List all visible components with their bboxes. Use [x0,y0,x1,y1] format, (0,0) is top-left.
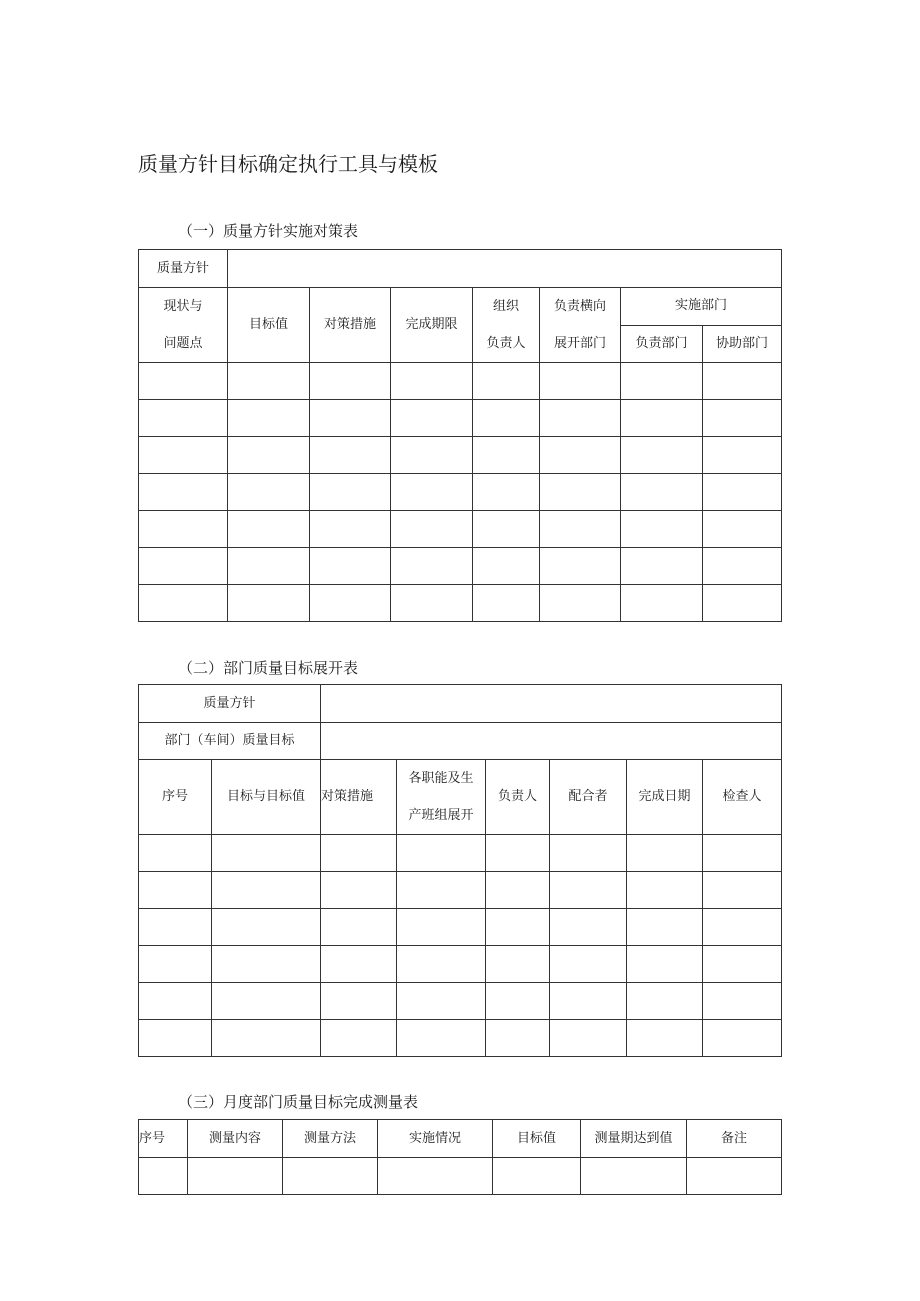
monthly-measurement-table [138,1119,782,1195]
table-cell[interactable] [391,363,473,400]
table-cell[interactable] [321,872,397,909]
table-cell[interactable] [139,548,228,585]
table-cell[interactable] [621,511,703,548]
table-cell[interactable] [139,363,228,400]
table-cell[interactable] [703,363,782,400]
table-cell[interactable] [486,872,550,909]
table-cell[interactable] [397,909,486,946]
header-implementation-status: 实施情况 [378,1120,493,1158]
header-measure-content: 测量内容 [188,1120,283,1158]
table-cell[interactable] [139,1158,188,1195]
table-cell[interactable] [486,909,550,946]
table-cell[interactable] [540,437,621,474]
table-cell[interactable] [228,548,310,585]
quality-policy-value[interactable] [321,685,782,723]
table-cell[interactable] [139,511,228,548]
table-cell[interactable] [550,1020,627,1057]
table-cell[interactable] [228,585,310,622]
table-cell[interactable] [397,946,486,983]
table-cell[interactable] [397,872,486,909]
header-impl-dept: 实施部门 [621,288,782,326]
table-cell[interactable] [310,437,391,474]
header-function-deploy: 各职能及生 产班组展开 [397,760,486,835]
table-row [139,437,782,474]
table-cell[interactable] [391,548,473,585]
table-cell[interactable] [703,946,782,983]
table-cell[interactable] [139,909,212,946]
table-cell[interactable] [581,1158,687,1195]
table-cell[interactable] [310,400,391,437]
table-cell[interactable] [391,437,473,474]
table-cell[interactable] [397,835,486,872]
table-cell[interactable] [473,400,540,437]
section3-heading: （三）月度部门质量目标完成测量表 [178,1093,419,1111]
table-row [139,400,782,437]
table-cell[interactable] [139,437,228,474]
table-row [139,872,782,909]
table-cell[interactable] [310,585,391,622]
table-cell[interactable] [228,363,310,400]
table-cell[interactable] [188,1158,283,1195]
table-cell[interactable] [139,835,212,872]
table-cell[interactable] [687,1158,782,1195]
table-cell[interactable] [391,585,473,622]
header-serial-no: 序号 [139,760,212,835]
table-cell[interactable] [486,835,550,872]
header-lateral-dept: 负责横向 展开部门 [540,288,621,363]
header-completion-date: 完成日期 [627,760,703,835]
header-assisting-dept: 协助部门 [703,325,782,363]
table-row [139,909,782,946]
table-cell[interactable] [212,983,321,1020]
section1-heading: （一）质量方针实施对策表 [178,222,359,240]
header-org-owner: 组织 负责人 [473,288,540,363]
table-cell[interactable] [621,585,703,622]
table-cell[interactable] [310,511,391,548]
table-cell[interactable] [212,909,321,946]
header-responsible-dept: 负责部门 [621,325,703,363]
table-cell[interactable] [228,437,310,474]
table-cell[interactable] [283,1158,378,1195]
section2-heading: （二）部门质量目标展开表 [178,659,359,677]
table-cell[interactable] [139,1020,212,1057]
quality-policy-value[interactable] [228,250,782,288]
table-cell[interactable] [473,363,540,400]
table-cell[interactable] [321,909,397,946]
table-cell[interactable] [391,400,473,437]
table-cell[interactable] [703,872,782,909]
table-cell[interactable] [321,1020,397,1057]
table-cell[interactable] [139,585,228,622]
table-cell[interactable] [703,400,782,437]
table-cell[interactable] [703,548,782,585]
dept-quality-goal-label: 部门（车间）质量目标 [139,723,321,760]
table-row [139,1158,782,1195]
table-row [139,548,782,585]
table-cell[interactable] [550,835,627,872]
header-target-value: 目标值 [228,288,310,363]
policy-implementation-table [138,249,782,622]
header-measures: 对策措施 [321,760,397,835]
table-cell[interactable] [397,983,486,1020]
table-cell[interactable] [473,585,540,622]
dept-quality-goal-value[interactable] [321,723,782,760]
table-row [139,585,782,622]
table-cell[interactable] [703,909,782,946]
table-cell[interactable] [473,548,540,585]
header-remark: 备注 [687,1120,782,1158]
table-cell[interactable] [703,437,782,474]
table-cell[interactable] [212,1020,321,1057]
table-cell[interactable] [139,474,228,511]
table-cell[interactable] [627,946,703,983]
table-cell[interactable] [540,363,621,400]
table-cell[interactable] [486,946,550,983]
table-cell[interactable] [703,835,782,872]
table-cell[interactable] [703,474,782,511]
document-title: 质量方针目标确定执行工具与模板 [138,152,438,176]
table-cell[interactable] [621,363,703,400]
table-cell[interactable] [621,400,703,437]
table-cell[interactable] [627,835,703,872]
table-row [139,511,782,548]
table-cell[interactable] [391,511,473,548]
quality-policy-label: 质量方针 [139,250,228,288]
table-cell[interactable] [321,946,397,983]
quality-policy-label: 质量方针 [139,685,321,723]
table-cell[interactable] [212,835,321,872]
table-row [139,474,782,511]
table-cell[interactable] [550,872,627,909]
header-goal-value: 目标与目标值 [212,760,321,835]
table-cell[interactable] [391,474,473,511]
header-status-problem: 现状与 问题点 [139,288,228,363]
table-cell[interactable] [486,1020,550,1057]
table-cell[interactable] [321,983,397,1020]
table-cell[interactable] [621,548,703,585]
header-reached-value: 测量期达到值 [581,1120,687,1158]
table-cell[interactable] [486,983,550,1020]
table-cell[interactable] [703,585,782,622]
header-checker: 检查人 [703,760,782,835]
table-cell[interactable] [627,983,703,1020]
table-row [139,363,782,400]
table-cell[interactable] [703,511,782,548]
table-cell[interactable] [627,909,703,946]
header-measure-method: 测量方法 [283,1120,378,1158]
table-cell[interactable] [703,1020,782,1057]
table-cell[interactable] [473,437,540,474]
header-target-value: 目标值 [493,1120,581,1158]
table-row [139,835,782,872]
table-cell[interactable] [321,835,397,872]
header-measures: 对策措施 [310,288,391,363]
table-cell[interactable] [310,363,391,400]
table-cell[interactable] [228,400,310,437]
table-cell[interactable] [473,474,540,511]
header-partner: 配合者 [550,760,627,835]
table-cell[interactable] [212,946,321,983]
table-cell[interactable] [473,511,540,548]
table-cell[interactable] [139,983,212,1020]
table-cell[interactable] [621,474,703,511]
table-row [139,946,782,983]
table-cell[interactable] [540,511,621,548]
table-cell[interactable] [212,872,321,909]
table-cell[interactable] [310,474,391,511]
table-cell[interactable] [228,511,310,548]
table-cell[interactable] [139,946,212,983]
table-cell[interactable] [550,909,627,946]
table-cell[interactable] [540,548,621,585]
table-row [139,1020,782,1057]
table-cell[interactable] [550,983,627,1020]
table-cell[interactable] [550,946,627,983]
dept-goal-deployment-table [138,684,782,1057]
table-cell[interactable] [139,400,228,437]
table-cell[interactable] [378,1158,493,1195]
table-cell[interactable] [139,872,212,909]
header-serial-no: 序号 [139,1120,188,1158]
table-cell[interactable] [621,437,703,474]
table-cell[interactable] [540,400,621,437]
table-cell[interactable] [310,548,391,585]
table-cell[interactable] [627,872,703,909]
header-owner: 负责人 [486,760,550,835]
table-cell[interactable] [397,1020,486,1057]
table-cell[interactable] [703,983,782,1020]
table-cell[interactable] [228,474,310,511]
table-cell[interactable] [627,1020,703,1057]
table-cell[interactable] [540,474,621,511]
table-cell[interactable] [493,1158,581,1195]
table-cell[interactable] [540,585,621,622]
header-deadline: 完成期限 [391,288,473,363]
table-row [139,983,782,1020]
